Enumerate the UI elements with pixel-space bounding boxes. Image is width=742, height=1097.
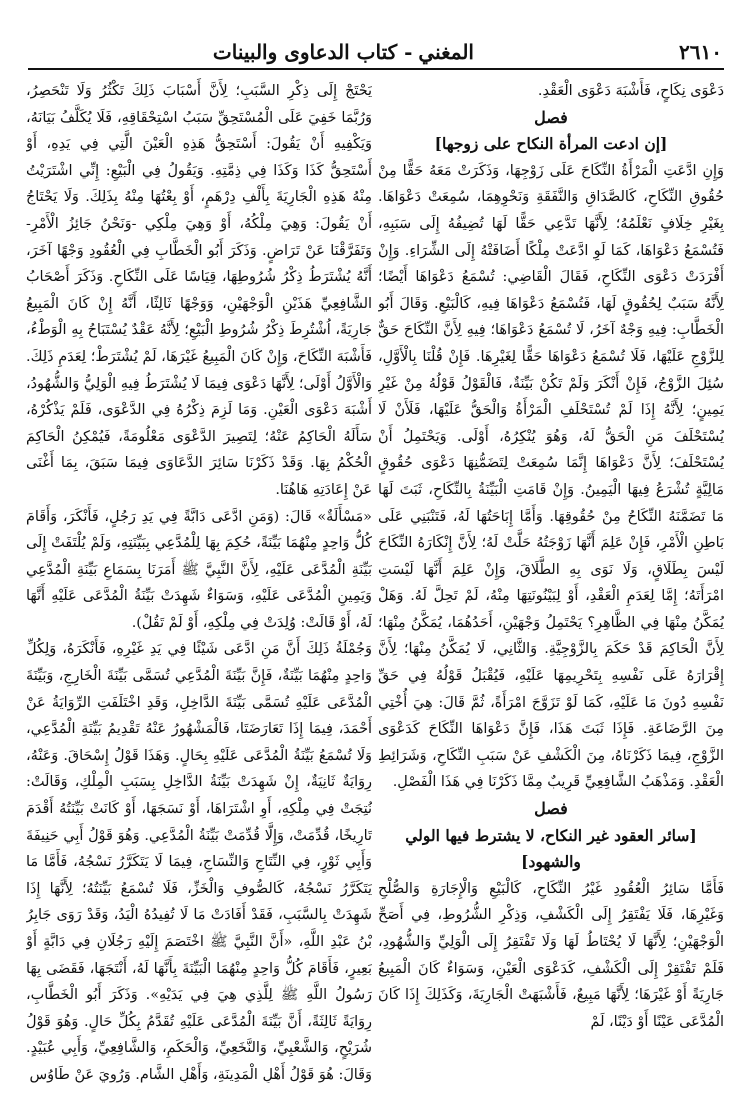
chapter-title: - كتاب الدعاوى والبينات (212, 40, 413, 64)
left-column (26, 78, 372, 1083)
section-body: فَأَمَّا سَائِرُ الْعُقُودِ غَيْرُ النِّكَاحِ، كَالْبَيْعِ وَالْإِجَارَةِ وَالصُّلْحِ وَغَيْرِهَا، فَلَا يَفْتَقِرُ إِلَى الْكَشْفِ، وَذِكْرِ الشُّرُوطِ، فِي أَصَحِّ الْوَجْهَيْنِ؛ لِأَنَّهَا لَا يُحْتَاطُ لَهَا وَلَا تَفْتَقِرُ إِلَى الْوَلِيِّ وَالشُّهُودِ، فَلَمْ تَفْتَقِرْ إِلَى الْكَشْفِ، كَدَعْوَى الْعَيْنِ، وَسَوَاءٌ كَانَ الْمَبِيعُ جَارِيَةً أَوْ غَيْرَهَا؛ لِأَنَّهَا مَبِيعٌ، فَأَشْبَهَتْ الْجَارِيَةَ، وَكَذَلِكَ إِذَا كَانَ الْمُدَّعَى عَيْنًا أَوْ دَيْنًا، لَمْ (378, 880, 724, 1030)
section-title: [إن ادعت المرأة النكاح على زوجها] (434, 134, 668, 154)
paragraph: يَحْتَجْ إِلَى ذِكْرِ السَّبَبِ؛ لِأَنَّ أَسْبَابَ ذَلِكَ تَكْثُرُ وَلَا تَنْحَصِرُ، وَرُبَّمَا خَفِيَ عَلَى الْمُسْتَحِقِّ سَبَبُ اسْتِحْقَاقِهِ، فَلَا يُكَلَّفُ بَيَانَهُ، وَيَكْفِيهِ أَنْ يَقُولَ: أَسْتَحِقُّ هَذِهِ الْعَيْنَ الَّتِي فِي يَدِهِ، أَوْ أَسْتَحِقُّ كَذَا وَكَذَا فِي ذِمَّتِهِ. وَيَقُولُ فِي الْبَيْعِ: إِنِّي اشْتَرَيْتُ مِنْهُ هَذِهِ الْجَارِيَةَ بِأَلْفِ دِرْهَمٍ، أَوْ بِعْتُهَا مِنْهُ بِذَلِكَ. وَلَا يَحْتَاجُ أَنْ يَقُولَ: وَهِيَ مِلْكُهُ، أَوْ وَهِيَ مِلْكِي -وَنَحْنُ جَائِزُ الْأَمْرِ- وَتَفَرَّقْنَا عَنْ تَرَاضٍ. وَذَكَرَ أَبُو الْخَطَّابِ فِي الْعُقُودِ وَجْهًا آخَرَ، أَنَّهُ يُشْتَرَطُ ذِكْرُ شُرُوطِهَا، قِيَاسًا عَلَى النِّكَاحِ. وَذَكَرَ أَصْحَابُ الشَّافِعِيِّ هَذَيْنِ الْوَجْهَيْنِ، وَوَجْهًا ثَالِثًا، أَنَّهُ إِنْ كَانَ الْمَبِيعُ جَارِيَةً، اُشْتُرِطَ ذِكْرُ شُرُوطِ الْبَيْعِ؛ لِأَنَّهُ عَقْدٌ يُسْتَبَاحُ بِهِ الْوَطْءُ، فَأَشْبَهَ النِّكَاحَ، وَإِنْ كَانَ الْمَبِيعُ غَيْرَهَا، لَمْ يُشْتَرَطْ؛ لِعَدَمِ ذَلِكَ. وَالْأَوَّلُ أَوْلَى؛ لِأَنَّهَا دَعْوَى فِيمَا لَا يُشْتَرَطُ فِيهِ الْوَلِيُّ وَالشُّهُودُ، أَشْبَهَ دَعْوَى الْعَيْنِ. وَمَا لَزِمَ ذِكْرُهُ فِي الدَّعْوَى، فَلَمْ يَذْكُرْهُ، سَأَلَهُ الْحَاكِمُ عَنْهُ؛ لِتَصِيرَ الدَّعْوَى مَعْلُومَةً، فَيُمْكِنُ الْحَاكِمَ الْحُكْمُ بِهَا. وَقَدْ ذَكَرْنَا سَائِرَ الدَّعَاوَى فِيمَا سَبَقَ، بِمَا أَغْنَى عَنْ إِعَادَتِهِ هَاهُنَا. (26, 83, 372, 498)
right-column (378, 78, 724, 1083)
section-title: [سائر العقود غير النكاح، لا يشترط فيها الولي والشهود] (405, 825, 697, 872)
page-number: ٢٦١٠ (679, 40, 722, 64)
book-title: المغني (418, 40, 474, 64)
section-body: وَإِنِ ادَّعَتِ الْمَرْأَةُ النِّكَاحَ عَلَى زَوْجِهَا، وَذَكَرَتْ مَعَهُ حَقًّا مِنْ حُقُوقِ النِّكَاحِ، كَالصَّدَاقِ وَالنَّفَقَةِ وَنَحْوِهِمَا، سُمِعَتْ دَعْوَاهَا. بِغَيْرِ خِلَافٍ نَعْلَمُهُ؛ لِأَنَّهَا تَدَّعِي حَقًّا لَهَا تُضِيفُهُ إِلَى سَبَبِهِ، فَتُسْمَعُ دَعْوَاهَا، كَمَا لَوِ ادَّعَتْ مِلْكًا أَضَافَتْهُ إِلَى الشِّرَاءِ. وَإِنْ أَفْرَدَتْ دَعْوَى النِّكَاحِ، فَقَالَ الْقَاضِي: تُسْمَعُ دَعْوَاهَا أَيْضًا؛ لِأَنَّهُ سَبَبٌ لِحُقُوقٍ لَهَا، فَتُسْمَعُ دَعْوَاهَا فِيهِ، كَالْبَيْعِ. وَقَالَ أَبُو الْخَطَّابِ: فِيهِ وَجْهٌ آخَرُ، لَا تُسْمَعُ دَعْوَاهَا؛ فِيهِ لِأَنَّ النِّكَاحَ حَقٌّ لِلزَّوْجِ عَلَيْهَا، فَلَا تُسْمَعُ دَعْوَاهَا حَقًّا لِغَيْرِهَا. فَإِنْ قُلْنَا بِالْأَوَّلِ، سُئِلَ الزَّوْجُ، فَإِنْ أَنْكَرَ وَلَمْ تَكُنْ بَيِّنَةٌ، فَالْقَوْلُ قَوْلُهُ مِنْ غَيْرِ يَمِينٍ؛ لِأَنَّهُ إِذَا لَمْ تُسْتَحْلَفِ الْمَرْأَةُ وَالْحَقُّ عَلَيْهَا، فَلَأَنْ لَا يُسْتَحْلَفَ مَنِ الْحَقُّ لَهُ، وَهُوَ يُنْكِرُهُ، أَوْلَى. وَيَحْتَمِلُ أَنْ يُسْتَحْلَفَ؛ لِأَنَّ دَعْوَاهَا إِنَّمَا سُمِعَتْ لِتَضَمُّنِهَا دَعْوَى حُقُوقٍ مَالِيَّةٍ تُشْرَعُ فِيهَا الْيَمِينُ. وَإِنْ قَامَتِ الْبَيِّنَةُ بِالنِّكَاحِ، ثَبَتَ لَهَا مَا تَضَمَّنَهُ النِّكَاحُ مِنْ حُقُوقِهَا. وَأَمَّا إِبَاحَتُهَا لَهُ، فَتَنْبَنِي عَلَى بَاطِنِ الْأَمْرِ، فَإِنْ عَلِمَ أَنَّهَا زَوْجَتُهُ حَلَّتْ لَهُ؛ لِأَنَّ إِنْكَارَهُ النِّكَاحَ لَيْسَ بِطَلَاقٍ، وَلَا نَوَى بِهِ الطَّلَاقَ، وَإِنْ عَلِمَ أَنَّهَا لَيْسَتِ امْرَأَتَهُ؛ إِمَّا لِعَدَمِ الْعَقْدِ، أَوْ لِبَيْنُونَتِهَا مِنْهُ، لَمْ تَحِلَّ لَهُ. وَهَلْ يُمَكَّنُ مِنْهَا فِي الظَّاهِرِ؟ يَحْتَمِلُ وَجْهَيْنِ، أَحَدُهُمَا، يُمَكَّنُ مِنْهَا؛ لِأَنَّ الْحَاكِمَ قَدْ حَكَمَ بِالزَّوْجِيَّةِ. وَالثَّانِي، لَا يُمَكَّنُ مِنْهَا؛ لِأَنَّ إِقْرَارَهُ عَلَى نَفْسِهِ بِتَحْرِيمِهَا عَلَيْهِ، فَيُقْبَلُ قَوْلُهُ فِي حَقِّ نَفْسِهِ دُونَ مَا عَلَيْهِ، كَمَا لَوْ تَزَوَّجَ امْرَأَةً، ثُمَّ قَالَ: هِيَ أُخْتِي مِنَ الرَّضَاعَةِ. فَإِذَا ثَبَتَ هَذَا، فَإِنَّ دَعْوَاهَا النِّكَاحَ كَدَعْوَى الزَّوْجِ، فِيمَا ذَكَرْنَاهُ، مِنَ الْكَشْفِ عَنْ سَبَبِ النِّكَاحِ، وَشَرَائِطِ الْعَقْدِ. وَمَذْهَبُ الشَّافِعِيِّ قَرِيبٌ مِمَّا ذَكَرْنَا فِي هَذَا الْفَصْلِ. (378, 162, 724, 791)
section-label: فصل (534, 799, 568, 819)
page-header (28, 38, 724, 70)
section-label: فصل (534, 107, 568, 127)
running-title (213, 40, 474, 64)
intro-line: دَعْوَى نِكَاحٍ، فَأَشْبَهَ دَعْوَى الْعَقْدِ. (537, 83, 724, 99)
masala-paragraph: «مَسْأَلَةٌ» قَالَ: (وَمَنِ ادَّعَى دَابَّةً فِي يَدِ رَجُلٍ، فَأَنْكَرَ، وَأَقَامَ كُلُّ وَاحِدٍ مِنْهُمَا بَيِّنَةً، حُكِمَ بِهَا لِلْمُدَّعِي بِبَيِّنَتِهِ، وَلَمْ يُلْتَفَتْ إِلَى بَيِّنَةِ الْمُدَّعَى عَلَيْهِ، لِأَنَّ النَّبِيَّ ﷺ أَمَرَنَا بِسَمَاعِ بَيِّنَةِ الْمُدَّعِي وَيَمِينِ الْمُدَّعَى عَلَيْهِ، وَسَوَاءٌ شَهِدَتْ بَيِّنَةُ الْمُدَّعَى عَلَيْهِ أَنَّهَا لَهُ، أَوْ قَالَتْ: وُلِدَتْ فِي مِلْكِهِ، أَوْ لَمْ تَقُلْ). (26, 508, 372, 631)
paragraph: وَجُمْلَةُ ذَلِكَ أَنَّ مَنِ ادَّعَى شَيْئًا فِي يَدِ غَيْرِهِ، فَأَنْكَرَهُ، وَلِكُلِّ وَاحِدٍ مِنْهُمَا بَيِّنَةٌ، فَإِنَّ بَيِّنَةَ الْمُدَّعِي تُسَمَّى بَيِّنَةَ الْخَارِجِ، وَبَيِّنَةَ الْمُدَّعَى عَلَيْهِ تُسَمَّى بَيِّنَةَ الدَّاخِلِ، وَقَدِ اخْتَلَفَتِ الرِّوَايَةُ عَنْ أَحْمَدَ، فِيمَا إِذَا تَعَارَضَتَا، فَالْمَشْهُورُ عَنْهُ تَقْدِيمُ بَيِّنَةِ الْمُدَّعِي، وَلَا تُسْمَعُ بَيِّنَةُ الْمُدَّعَى عَلَيْهِ بِحَالٍ. وَهَذَا قَوْلُ إِسْحَاقَ. وَعَنْهُ، رِوَايَةٌ ثَانِيَةٌ، إِنْ شَهِدَتْ بَيِّنَةُ الدَّاخِلِ بِسَبَبِ الْمِلْكِ، وَقَالَتْ: نُتِجَتْ فِي مِلْكِهِ، أَوِ اشْتَرَاهَا، أَوْ نَسَجَهَا، أَوْ كَانَتْ بَيِّنَتُهُ أَقْدَمَ تَارِيخًا، قُدِّمَتْ، وَإِلَّا قُدِّمَتْ بَيِّنَةُ الْمُدَّعِي. وَهُوَ قَوْلُ أَبِي حَنِيفَةَ وَأَبِي ثَوْرٍ، فِي النِّتَاجِ وَالنِّسَاجِ، فِيمَا لَا يَتَكَرَّرُ نَسْجُهُ، فَأَمَّا مَا يَتَكَرَّرُ نَسْجُهُ، كَالصُّوفِ وَالْخَزِّ، فَلَا تُسْمَعُ بَيِّنَتُهُ؛ لِأَنَّهَا إِذَا شَهِدَتْ بِالسَّبَبِ، فَقَدْ أَفَادَتْ مَا لَا تُفِيدُهُ الْيَدُ، وَقَدْ رَوَى جَابِرُ بْنُ عَبْدِ اللَّهِ، «أَنَّ النَّبِيَّ ﷺ اخْتَصَمَ إِلَيْهِ رَجُلَانِ فِي دَابَّةٍ أَوْ بَعِيرٍ، فَأَقَامَ كُلُّ وَاحِدٍ مِنْهُمَا الْبَيِّنَةَ بِأَنَّهَا لَهُ، أَنْتَجَهَا، فَقَضَى بِهَا رَسُولُ اللَّهِ ﷺ لِلَّذِي هِيَ فِي يَدَيْهِ». وَذَكَرَ أَبُو الْخَطَّابِ، رِوَايَةً ثَالِثَةً، أَنَّ بَيِّنَةَ الْمُدَّعَى عَلَيْهِ تُقَدَّمُ بِكُلِّ حَالٍ. وَهُوَ قَوْلُ شُرَيْحٍ، وَالشَّعْبِيِّ، وَالنَّخَعِيِّ، وَالْحَكَمِ، وَالشَّافِعِيِّ، وَأَبِي عُبَيْدٍ. وَقَالَ: هُوَ قَوْلُ أَهْلِ الْمَدِينَةِ، وَأَهْلِ الشَّامِ. وَرُوِيَ عَنْ طَاوُسٍ (26, 641, 372, 1083)
